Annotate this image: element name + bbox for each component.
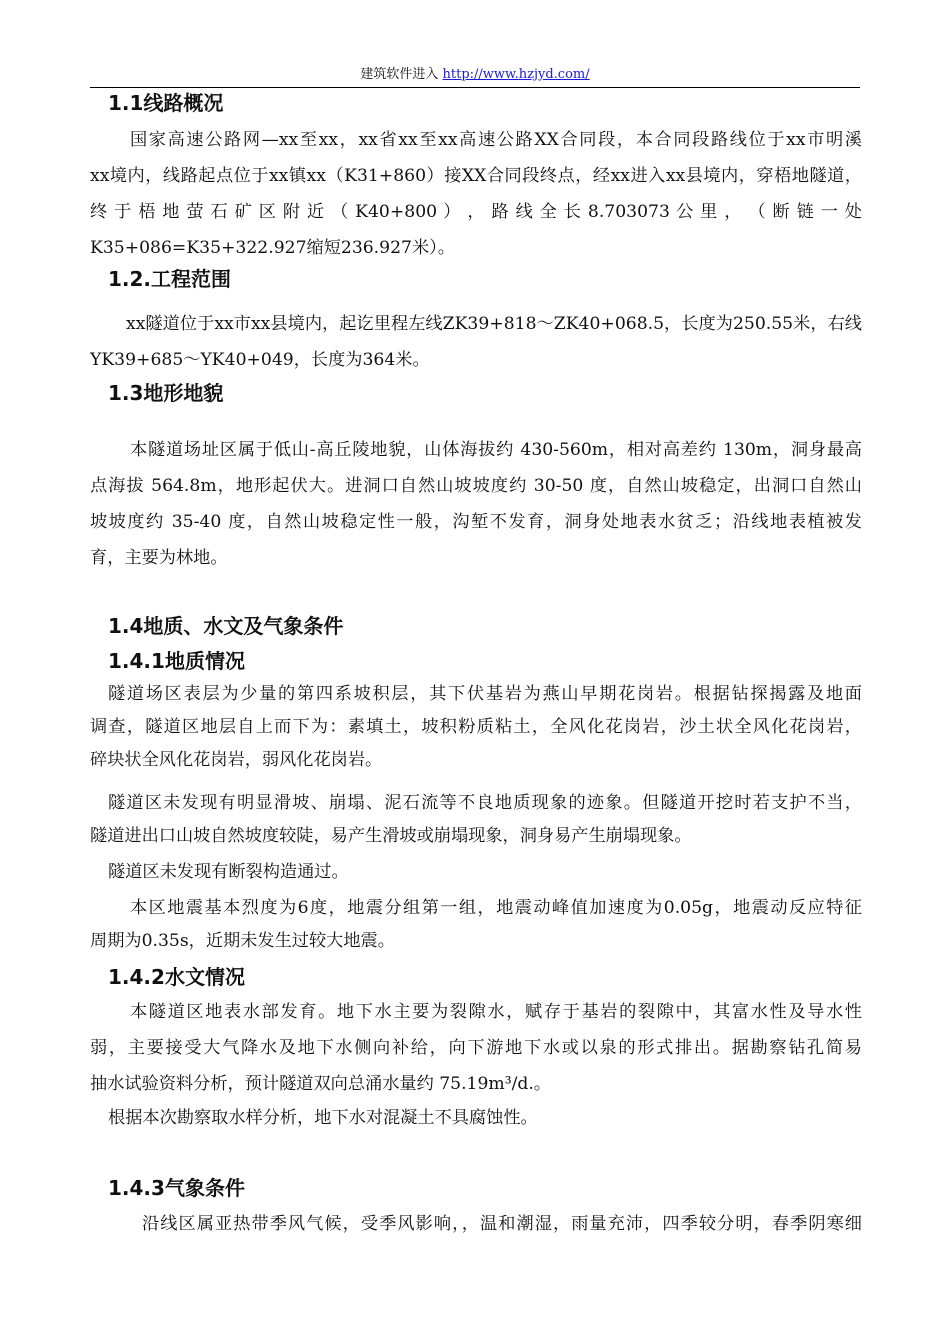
text-line: 本隧道区地表水部发育。地下水主要为裂隙水，赋存于基岩的裂隙中，其富水性及导水性: [130, 1002, 862, 1022]
section-1-4-1-para-3: [90, 856, 862, 889]
text-line: 隧道区未发现有断裂构造通过。: [108, 862, 349, 882]
section-1-2-body: [90, 306, 862, 378]
page-header: [90, 66, 860, 84]
text-line: 调查，隧道区地层自上而下为：素填土，坡积粉质粘土，全风化花岗岩，沙土状全风化花岗岩，: [90, 717, 862, 737]
section-1-4-title: 1.4地质、水文及气象条件: [108, 614, 344, 638]
text-line: 抽水试验资料分析，预计隧道双向总涌水量约 75.19m³/d.。: [90, 1074, 552, 1094]
section-1-4-1-para-1: [90, 678, 862, 777]
section-1-4-3-para-1: [90, 1206, 862, 1242]
section-1-4-2-para-1: [90, 994, 862, 1102]
text-line: 根据本次勘察取水样分析，地下水对混凝土不具腐蚀性。: [108, 1108, 538, 1128]
text-line: YK39+685～YK40+049，长度为364米。: [90, 350, 430, 370]
section-1-1-title: 1.1线路概况: [108, 91, 224, 115]
text-line: 育，主要为林地。: [90, 548, 228, 568]
section-1-4-2-para-2: [90, 1100, 862, 1136]
text-line: 点海拔 564.8m，地形起伏大。进洞口自然山坡坡度约 30-50 度，自然山坡稳定，出洞口自然山: [90, 476, 862, 496]
text-line: 坡坡度约 35-40 度，自然山坡稳定性一般，沟堑不发育，洞身处地表水贫乏；沿线地表植被发: [90, 512, 862, 532]
section-1-1-body: [90, 122, 862, 266]
section-1-4-2-title: 1.4.2水文情况: [108, 965, 245, 989]
text-line: 本区地震基本烈度为6度，地震分组第一组，地震动峰值加速度为0.05g，地震动反应特征: [130, 898, 862, 918]
text-line: xx境内，线路起点位于xx镇xx（K31+860）接XX合同段终点，经xx进入xx县境内，穿梧地隧道，: [90, 166, 862, 186]
text-line: 本隧道场址区属于低山-高丘陵地貌，山体海拔约 430-560m，相对高差约 130m，洞身最高: [130, 440, 862, 460]
section-1-3-title: 1.3地形地貌: [108, 381, 224, 405]
text-line: 碎块状全风化花岗岩，弱风化花岗岩。: [90, 750, 383, 770]
text-line: 弱，主要接受大气降水及地下水侧向补给，向下游地下水或以泉的形式排出。据勘察钻孔简易: [90, 1038, 862, 1058]
header-rule: [90, 87, 860, 88]
header-prefix: 建筑软件进入: [360, 67, 443, 82]
text-line: 隧道场区表层为少量的第四系坡积层，其下伏基岩为燕山早期花岗岩。根据钻探揭露及地面: [108, 684, 862, 704]
text-line: K35+086=K35+322.927缩短236.927米）。: [90, 238, 455, 258]
section-1-4-1-para-4: [90, 892, 862, 958]
section-1-4-1-title: 1.4.1地质情况: [108, 649, 245, 673]
section-1-4-1-para-2: [90, 787, 862, 853]
text-line: 国家高速公路网—xx至xx，xx省xx至xx高速公路XX合同段，本合同段路线位于xx市明溪: [130, 130, 862, 150]
section-1-3-body: [90, 432, 862, 576]
text-line: 隧道区未发现有明显滑坡、崩塌、泥石流等不良地质现象的迹象。但隧道开挖时若支护不当，: [108, 793, 862, 813]
text-line: 沿线区属亚热带季风气候，受季风影响，，温和潮湿，雨量充沛，四季较分明，春季阴寒细: [142, 1214, 862, 1234]
text-line: 周期为0.35s，近期未发生过较大地震。: [90, 931, 395, 951]
text-line: 隧道进出口山坡自然坡度较陡，易产生滑坡或崩塌现象，洞身易产生崩塌现象。: [90, 826, 692, 846]
text-line: xx隧道位于xx市xx县境内，起讫里程左线ZK39+818～ZK40+068.5，长度为250.55米，右线: [126, 314, 862, 334]
section-1-4-3-title: 1.4.3气象条件: [108, 1176, 245, 1200]
header-link[interactable]: http://www.hzjyd.com/: [442, 67, 590, 82]
section-1-2-title: 1.2.工程范围: [108, 267, 232, 291]
text-line: 终 于 梧 地 萤 石 矿 区 附 近 （ K40+800 ） ， 路 线 全 长 8.703073 公 里 ， （ 断 链 一 处: [90, 202, 862, 222]
